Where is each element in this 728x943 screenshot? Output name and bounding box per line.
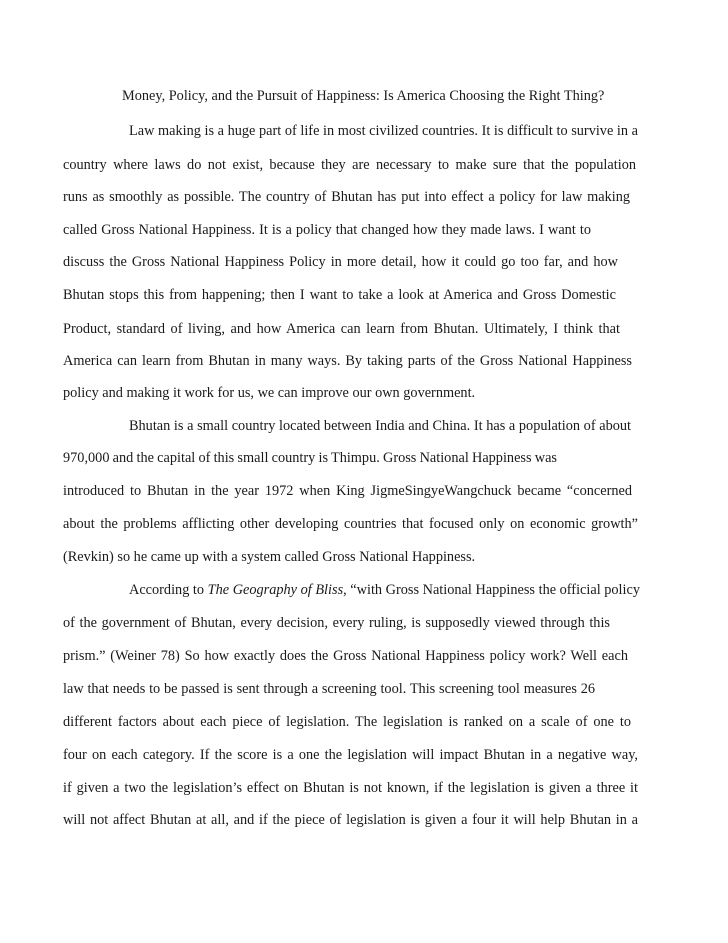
body-line (63, 385, 475, 401)
body-text: about the problems afflicting other developing countries that focused only on economic growth” (63, 516, 638, 532)
body-text: country where laws do not exist, because they are necessary to make sure that the population (63, 157, 636, 173)
body-line (63, 287, 616, 303)
body-line (63, 321, 620, 337)
body-line (63, 714, 631, 730)
body-text: introduced to Bhutan in the year 1972 when King JigmeSingyeWangchuck became “concerned (63, 483, 632, 499)
body-line (63, 615, 610, 631)
body-text: law that needs to be passed is sent through a screening tool. This screening tool measures 26 (63, 681, 595, 697)
body-line (63, 780, 638, 796)
body-line (63, 648, 628, 664)
body-line (63, 222, 591, 238)
body-text: runs as smoothly as possible. The country of Bhutan has put into effect a policy for law making (63, 189, 630, 205)
body-text: Law making is a huge part of life in most civilized countries. It is difficult to survive in a (129, 123, 638, 139)
document-title-text: Money, Policy, and the Pursuit of Happiness: Is America Choosing the Right Thing? (122, 88, 605, 104)
body-line (63, 353, 632, 369)
body-line (63, 450, 557, 466)
body-text: different factors about each piece of legislation. The legislation is ranked on a scale of one to (63, 714, 631, 730)
body-text: According to (129, 582, 208, 598)
body-line (63, 516, 638, 532)
body-text: Product, standard of living, and how America can learn from Bhutan. Ultimately, I think that (63, 321, 620, 337)
body-text: America can learn from Bhutan in many ways. By taking parts of the Gross National Happiness (63, 353, 632, 369)
body-text: , “with Gross National Happiness the official policy (343, 582, 640, 598)
body-line (129, 582, 640, 598)
body-text: (Revkin) so he came up with a system called Gross National Happiness. (63, 549, 476, 565)
body-line (63, 812, 638, 828)
body-text: Bhutan is a small country located between India and China. It has a population of about (129, 418, 631, 434)
body-text: Bhutan stops this from happening; then I want to take a look at America and Gross Domestic (63, 287, 616, 303)
body-line (63, 549, 475, 565)
document-title (122, 88, 604, 104)
body-line (129, 123, 638, 139)
body-line (63, 254, 618, 270)
body-line (63, 157, 636, 173)
body-text: if given a two the legislation’s effect on Bhutan is not known, if the legislation is given a three it (63, 780, 638, 796)
body-text: four on each category. If the score is a one the legislation will impact Bhutan in a negative way, (63, 747, 638, 763)
body-line (63, 483, 632, 499)
body-text: will not affect Bhutan at all, and if the piece of legislation is given a four it will help Bhutan in a (63, 812, 638, 828)
body-text: prism.” (Weiner 78) So how exactly does the Gross National Happiness policy work? Well each (63, 648, 628, 664)
body-line (63, 747, 638, 763)
body-line (63, 189, 630, 205)
body-text: 970,000 and the capital of this small country is Thimpu. Gross National Happiness was (63, 450, 557, 466)
book-title: The Geography of Bliss (207, 582, 344, 598)
body-line (129, 418, 631, 434)
body-text: policy and making it work for us, we can improve our own government. (63, 385, 476, 401)
body-text: discuss the Gross National Happiness Policy in more detail, how it could go too far, and how (63, 254, 618, 270)
body-line (63, 681, 595, 697)
body-text: of the government of Bhutan, every decision, every ruling, is supposedly viewed through this (63, 615, 610, 631)
body-text: called Gross National Happiness. It is a policy that changed how they made laws. I want to (63, 222, 591, 238)
